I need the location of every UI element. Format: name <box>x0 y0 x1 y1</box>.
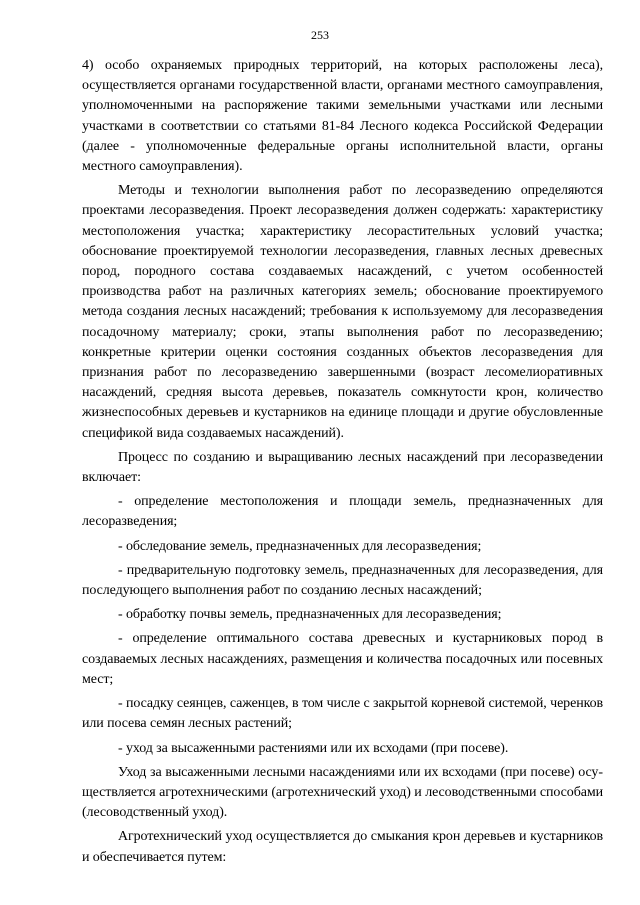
paragraph-agrotechnical-care: Агротехнический уход осуществляется до смыкания крон деревьев и кустарников и обеспечивается путем: <box>82 829 603 865</box>
list-item: - обследование земель, предназначенных для лесоразведения; <box>118 538 482 554</box>
list-item: - определение местоположения и площади земель, предназначенных для лесоразведения; <box>82 494 603 530</box>
list-item: - посадку сеянцев, саженцев, в том числе с закрытой корневой системой, черенков или посева семян лесных растений; <box>82 696 603 732</box>
document-body <box>82 56 603 872</box>
paragraph-continuation: 4) особо охраняемых природных территорий, на которых расположены леса), осуществляется органами государственной власти, органами местного самоуправления, уполномоченными на распоряжение такими земельными участками или лесными участками в соответствии со статьями 81-84 Лесного кодекса Российской Федерации (далее - уполномоченные федеральные органы исполнительной власти, органы местного самоуправления). <box>82 58 603 175</box>
page-number: 253 <box>311 28 329 42</box>
paragraph-care-methods: Уход за высаженными лесными насаждениями или их всходами (при посеве) осуществляется агротехническими (агротехнический уход) и лесоводственными способами (лесоводственный уход). <box>82 764 603 821</box>
paragraph-process-intro: Процесс по созданию и выращиванию лесных насаждений при лесоразведении включает: <box>82 449 603 486</box>
list-item: - предварительную подготовку земель, предназначенных для лесоразведения, для последующего выполнения работ по созданию лесных насаждений; <box>82 562 603 599</box>
list-item: - обработку почвы земель, предназначенных для лесоразведения; <box>118 607 502 623</box>
list-item: - уход за высаженными растениями или их всходами (при посеве). <box>118 740 509 756</box>
list-item: - определение оптимального состава древесных и кустарниковых пород в создаваемых лесных насаждениях, размещения и количества посадочных или посевных мест; <box>82 631 603 687</box>
paragraph-methods: Методы и технологии выполнения работ по лесоразведению определяются проектами лесоразведения. Проект лесоразведения должен содержать: характеристику местоположения участка; характеристику лесорастительных условий участка; обоснование проектируемой технологии лесоразведения, главных лесных древесных пород, породного состава создаваемых насаждений, с учетом особенностей производства работ на различных категориях земель; обоснование проектируемого метода создания лесных насаждений; требования к используемому для лесоразведения посадочному материалу; сроки, этапы выполнения работ по лесоразведению; конкретные критерии оценки состояния созданных объектов лесоразведения для признания работ по лесоразведению завершенными (возраст лесомелиоративных насаждений, средняя высота деревьев, показатель сомкнутости крон, количество жизнеспособных деревьев и кустарников на единице площади и другие обусловленные спецификой вида создаваемых насаждений). <box>82 183 603 441</box>
